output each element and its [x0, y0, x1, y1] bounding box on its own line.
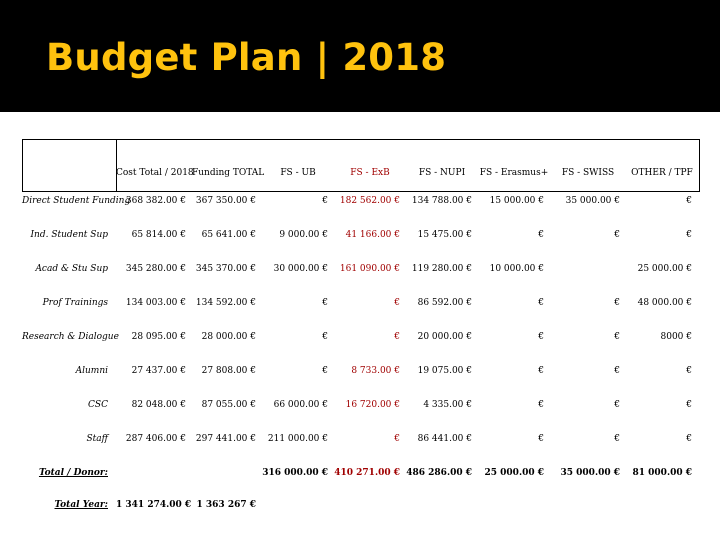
table-cell: € [614, 434, 620, 444]
table-cell: 65 641.00 € [201, 230, 256, 240]
table-cell: € [614, 366, 620, 376]
table-cell: 25 000.00 € [484, 468, 544, 478]
table-cell: 15 000.00 € [489, 196, 544, 206]
table-cell: 9 000.00 € [279, 230, 328, 240]
table-cell: 25 000.00 € [637, 264, 692, 274]
table-cell: 134 592.00 € [195, 298, 256, 308]
table-border [22, 139, 23, 191]
table-cell: 10 000.00 € [489, 264, 544, 274]
row-label: Ind. Student Sup [30, 230, 108, 240]
table-cell: 86 592.00 € [417, 298, 472, 308]
table-cell: € [538, 366, 544, 376]
table-border [699, 139, 700, 191]
column-header: FS - ExB [350, 168, 390, 178]
table-cell: 8 733.00 € [351, 366, 400, 376]
table-border [22, 191, 700, 192]
table-cell: € [538, 400, 544, 410]
table-cell: € [614, 400, 620, 410]
table-cell: 66 000.00 € [273, 400, 328, 410]
table-cell: 211 000.00 € [267, 434, 328, 444]
column-header: FS - SWISS [561, 168, 615, 178]
table-cell: 368 382.00 € [125, 196, 186, 206]
table-cell: 345 370.00 € [195, 264, 256, 274]
table-cell: 35 000.00 € [560, 468, 620, 478]
row-label: Prof Trainings [42, 298, 108, 308]
column-header: Cost Total / 2018 [116, 168, 194, 178]
row-label: Direct Student Funding [22, 196, 131, 206]
table-cell: 297 441.00 € [195, 434, 256, 444]
table-cell: € [322, 298, 328, 308]
table-cell: 16 720.00 € [345, 400, 400, 410]
column-header: FS - NUPI [418, 168, 466, 178]
table-cell: 119 280.00 € [411, 264, 472, 274]
table-cell: 81 000.00 € [632, 468, 692, 478]
column-header: FS - Erasmus+ [479, 168, 549, 178]
row-label: Total / Donor: [38, 468, 108, 478]
table-cell: € [322, 366, 328, 376]
table-cell: 86 441.00 € [417, 434, 472, 444]
table-cell: 20 000.00 € [417, 332, 472, 342]
row-label: Research & Dialogue [22, 332, 119, 342]
table-cell: 410 271.00 € [334, 468, 400, 478]
table-border [116, 139, 117, 191]
table-cell: 15 475.00 € [417, 230, 472, 240]
table-cell: € [394, 434, 400, 444]
row-label: CSC [88, 400, 108, 410]
table-cell: 316 000.00 € [262, 468, 328, 478]
table-cell: 182 562.00 € [339, 196, 400, 206]
table-cell: € [394, 332, 400, 342]
slide-title: Budget Plan | 2018 [46, 36, 447, 79]
table-cell: 28 000.00 € [201, 332, 256, 342]
table-cell: € [686, 434, 692, 444]
table-cell: 65 814.00 € [131, 230, 186, 240]
table-cell: 48 000.00 € [637, 298, 692, 308]
table-cell: € [686, 366, 692, 376]
table-cell: 1 341 274.00 € [116, 500, 192, 510]
table-cell: 82 048.00 € [131, 400, 186, 410]
table-cell: 35 000.00 € [565, 196, 620, 206]
table-cell: 134 788.00 € [411, 196, 472, 206]
row-label: Total Year: [54, 500, 108, 510]
table-cell: € [538, 230, 544, 240]
table-cell: 486 286.00 € [406, 468, 472, 478]
row-label: Acad & Stu Sup [35, 264, 108, 274]
table-cell: € [322, 332, 328, 342]
table-cell: 27 808.00 € [201, 366, 256, 376]
table-cell: 1 363 267 € [196, 500, 256, 510]
table-cell: 287 406.00 € [125, 434, 186, 444]
table-cell: € [538, 298, 544, 308]
table-cell: € [394, 298, 400, 308]
table-cell: 161 090.00 € [339, 264, 400, 274]
column-header: OTHER / TPF [631, 168, 693, 178]
table-cell: € [538, 434, 544, 444]
table-cell: 134 003.00 € [125, 298, 186, 308]
table-cell: € [538, 332, 544, 342]
table-cell: € [686, 230, 692, 240]
table-cell: € [686, 196, 692, 206]
table-cell: € [322, 196, 328, 206]
table-cell: 28 095.00 € [131, 332, 186, 342]
table-cell: 8000 € [660, 332, 692, 342]
table-cell: 27 437.00 € [131, 366, 186, 376]
table-cell: 30 000.00 € [273, 264, 328, 274]
table-cell: 87 055.00 € [201, 400, 256, 410]
table-cell: € [614, 230, 620, 240]
table-cell: 4 335.00 € [423, 400, 472, 410]
table-cell: € [614, 298, 620, 308]
row-label: Staff [86, 434, 108, 444]
table-cell: € [614, 332, 620, 342]
table-cell: 41 166.00 € [345, 230, 400, 240]
budget-table [22, 139, 700, 510]
table-cell: 19 075.00 € [417, 366, 472, 376]
table-border [22, 139, 700, 140]
column-header: FS - UB [280, 168, 316, 178]
column-header: Funding TOTAL [192, 168, 265, 178]
table-cell: € [686, 400, 692, 410]
table-cell: 345 280.00 € [125, 264, 186, 274]
table-cell: 367 350.00 € [195, 196, 256, 206]
row-label: Alumni [75, 366, 108, 376]
